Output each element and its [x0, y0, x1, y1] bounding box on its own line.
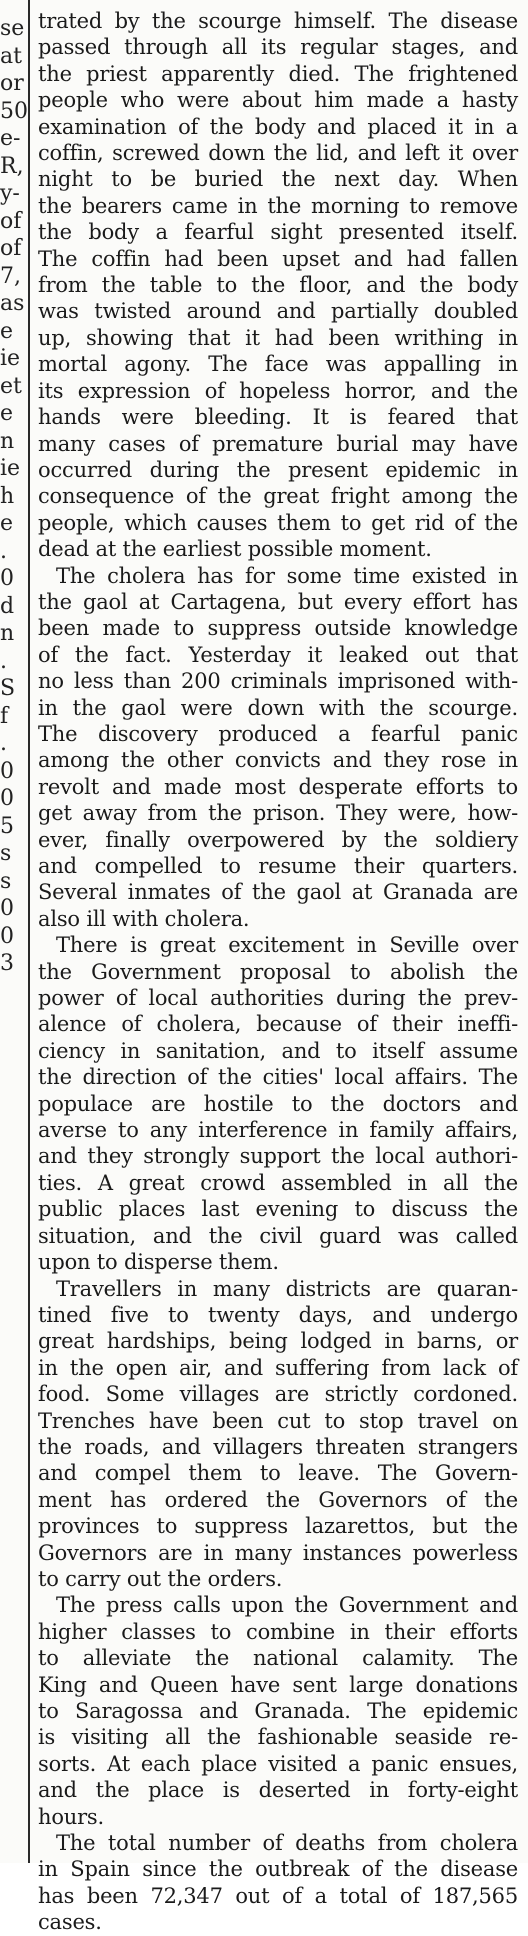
text-line: The total number of deaths from cholera: [56, 1831, 518, 1856]
text-line: to alleviate the national calamity. The: [38, 1646, 518, 1671]
left-column-fragment: 0: [0, 758, 14, 784]
article-paragraph: [38, 1276, 518, 1593]
text-line: There is great excitement in Seville over: [56, 933, 518, 958]
text-line: from the table to the floor, and the body: [38, 273, 518, 298]
left-column-fragment: n: [0, 428, 15, 454]
left-column-fragment: h: [0, 483, 15, 509]
text-line: Several inmates of the gaol at Granada are: [38, 880, 518, 905]
text-line: The coffin had been upset and had fallen: [38, 246, 518, 271]
text-line: Travellers in many districts are quaran-: [56, 1276, 518, 1301]
text-line: great hardships, being lodged in barns, or: [38, 1329, 518, 1354]
left-column-fragment: of: [0, 236, 22, 261]
article-paragraph: [38, 1830, 518, 1936]
text-line: occurred during the present epidemic in: [38, 457, 518, 482]
left-column-fragment: of: [0, 208, 22, 234]
text-line: power of local authorities during the prev-: [38, 986, 518, 1011]
left-column-fragment: R,: [0, 153, 24, 179]
left-column-fragment: e: [0, 318, 14, 344]
article-paragraph: [38, 1592, 518, 1830]
text-line: King and Queen have sent large donations: [38, 1672, 518, 1697]
left-column-fragment: ie: [0, 456, 21, 481]
text-line: cases.: [38, 1910, 102, 1935]
text-line: populace are hostile to the doctors and: [38, 1091, 518, 1116]
text-line: consequence of the great fright among the: [38, 484, 518, 509]
text-line: ciency in sanitation, and to itself assume: [38, 1038, 518, 1063]
left-column-fragment: 3: [0, 951, 14, 976]
article-column: [38, 8, 518, 1936]
text-line: the bearers came in the morning to remove: [38, 193, 518, 218]
text-line: up, showing that it had been writhing in: [38, 325, 518, 350]
article-paragraph: [38, 8, 518, 563]
text-line: was twisted around and partially doubled: [38, 299, 518, 324]
text-line: hours.: [38, 1804, 104, 1829]
text-line: Trenches have been cut to stop travel on: [38, 1408, 518, 1433]
left-column-fragment: et: [0, 373, 22, 399]
left-column-fragment: as: [0, 291, 25, 316]
text-line: passed through all its regular stages, and: [38, 35, 518, 60]
text-line: to Saragossa and Granada. The epidemic: [38, 1699, 518, 1723]
left-column-fragment: s: [0, 868, 12, 894]
text-line: food. Some villages are strictly cordoned.: [38, 1382, 518, 1407]
left-column-fragment: 7,: [0, 263, 21, 289]
left-column-fragment: .: [0, 538, 7, 564]
text-line: to carry out the orders.: [38, 1566, 283, 1591]
text-line: sorts. At each place visited a panic ensues,: [38, 1751, 518, 1776]
adjacent-column-fragments: [0, 0, 28, 1863]
text-line: been made to suppress outside knowledge: [38, 616, 518, 641]
text-line: the Government proposal to abolish the: [38, 959, 518, 984]
text-line: Governors are in many instances powerless: [38, 1540, 518, 1565]
left-column-fragment: ie: [0, 346, 21, 371]
text-line: night to be buried the next day. When: [38, 167, 518, 192]
text-line: alence of cholera, because of their ineffi-: [38, 1012, 518, 1037]
text-line: the direction of the cities' local affairs. The: [38, 1065, 518, 1090]
text-line: and compelled to resume their quarters.: [38, 854, 518, 878]
text-line: hands were bleeding. It is feared that: [38, 405, 518, 430]
text-line: examination of the body and placed it in a: [38, 114, 518, 139]
text-line: among the other convicts and they rose in: [38, 748, 518, 773]
left-column-fragment: 50: [0, 98, 28, 124]
article-paragraph: [38, 932, 518, 1275]
left-column-fragment: at: [0, 43, 22, 69]
column-rule: [28, 0, 30, 1863]
text-line: people who were about him made a hasty: [38, 88, 518, 113]
left-column-fragment: e-: [0, 126, 21, 151]
text-line: mortal agony. The face was appalling in: [38, 352, 518, 377]
text-line: ever, finally overpowered by the soldiery: [38, 827, 518, 852]
text-line: in Spain since the outbreak of the disease: [38, 1857, 518, 1882]
text-line: people, which causes them to get rid of the: [38, 510, 518, 535]
text-line: The cholera has for some time existed in: [56, 563, 518, 588]
text-line: the body a fearful sight presented itself.: [38, 220, 518, 245]
text-line: The discovery produced a fearful panic: [38, 721, 518, 746]
text-line: averse to any interference in family affairs,: [38, 1118, 518, 1143]
left-column-fragment: 5: [0, 813, 14, 839]
left-column-fragment: .: [0, 731, 7, 756]
text-line: also ill with cholera.: [38, 906, 250, 931]
text-line: and compel them to leave. The Govern-: [38, 1461, 518, 1486]
left-column-fragment: S: [0, 676, 16, 701]
text-line: revolt and made most desperate efforts to: [38, 774, 518, 799]
left-column-fragment: 0: [0, 566, 14, 591]
text-line: has been 72,347 out of a total of 187,565: [38, 1883, 518, 1908]
text-line: The press calls upon the Government and: [56, 1593, 518, 1618]
left-column-fragment: e: [0, 511, 14, 536]
text-line: coffin, screwed down the lid, and left it over: [38, 141, 518, 166]
text-line: trated by the scourge himself. The disease: [38, 9, 518, 33]
text-line: and they strongly support the local authori-: [38, 1144, 518, 1169]
left-column-fragment: s: [0, 841, 12, 866]
left-column-fragment: or: [0, 71, 24, 96]
article-paragraph: [38, 563, 518, 933]
left-column-fragment: d: [0, 593, 15, 619]
text-line: is visiting all the fashionable seaside re-: [38, 1725, 518, 1750]
text-line: the priest apparently died. The frightened: [38, 61, 518, 86]
left-column-fragment: 0: [0, 786, 14, 811]
text-line: of the fact. Yesterday it leaked out that: [38, 642, 518, 667]
text-line: the roads, and villagers threaten strangers: [38, 1434, 518, 1459]
text-line: ties. A great crowd assembled in all the: [38, 1170, 518, 1195]
text-line: tined five to twenty days, and undergo: [38, 1302, 518, 1327]
text-line: no less than 200 criminals imprisoned with-: [38, 669, 518, 694]
left-column-fragment: n: [0, 621, 15, 646]
text-line: and the place is deserted in forty-eight: [38, 1778, 518, 1803]
left-column-fragment: se: [0, 16, 25, 41]
text-line: higher classes to combine in their efforts: [38, 1619, 518, 1644]
left-column-fragment: f: [0, 703, 9, 729]
text-line: many cases of premature burial may have: [38, 431, 518, 456]
text-line: its expression of hopeless horror, and the: [38, 378, 518, 403]
text-line: public places last evening to discuss the: [38, 1197, 518, 1222]
left-column-fragment: y-: [0, 181, 20, 206]
text-line: in the gaol were down with the scourge.: [38, 695, 518, 720]
left-column-fragment: .: [0, 648, 7, 674]
text-line: provinces to suppress lazarettos, but the: [38, 1514, 518, 1539]
left-column-fragment: e: [0, 401, 14, 426]
text-line: dead at the earliest possible moment.: [38, 537, 432, 562]
text-line: in the open air, and suffering from lack of: [38, 1355, 518, 1380]
text-line: the gaol at Cartagena, but every effort has: [38, 589, 518, 614]
text-line: ment has ordered the Governors of the: [38, 1487, 518, 1512]
text-line: get away from the prison. They were, how-: [38, 801, 518, 826]
text-line: upon to disperse them.: [38, 1250, 279, 1275]
left-column-fragment: 0: [0, 923, 14, 949]
left-column-fragment: 0: [0, 896, 14, 921]
text-line: situation, and the civil guard was called: [38, 1223, 518, 1248]
